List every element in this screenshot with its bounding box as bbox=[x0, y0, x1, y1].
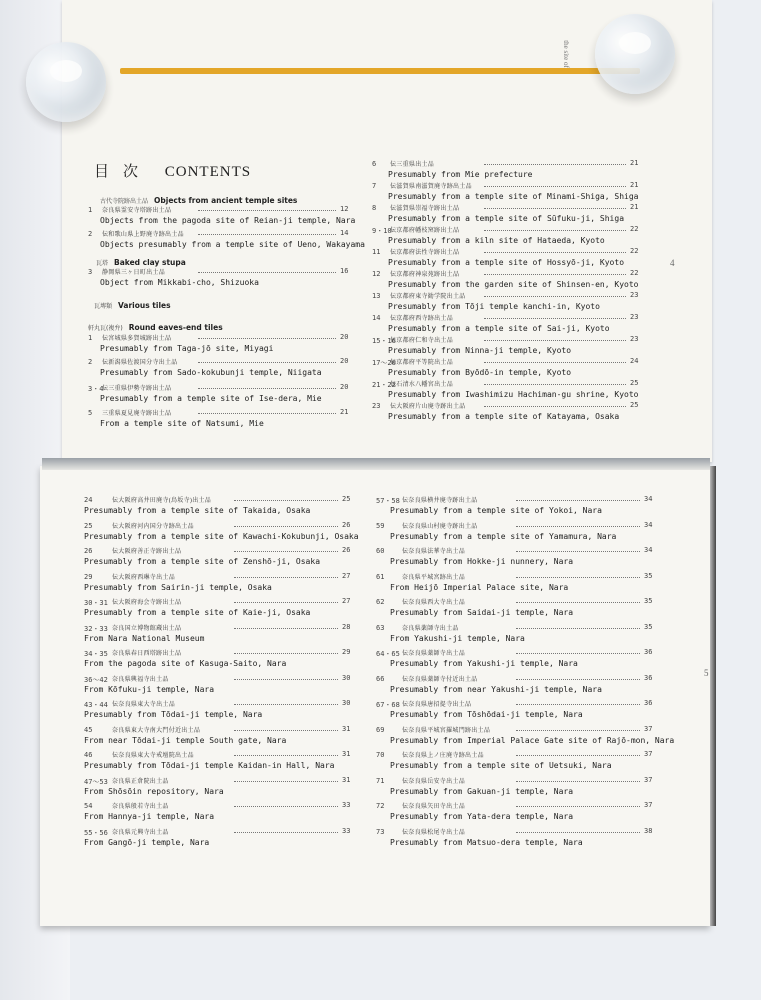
leader-dots bbox=[516, 551, 640, 552]
entry-english-title: Presumably from a temple site of Sūfuku-ji, Shiga bbox=[388, 214, 625, 223]
toc-entry bbox=[88, 229, 365, 254]
entry-page-number: 35 bbox=[644, 571, 653, 580]
entry-number: 45 bbox=[84, 725, 93, 734]
entry-japanese-title: 伝三重県出土品 bbox=[390, 162, 435, 168]
entry-page-number: 31 bbox=[342, 775, 351, 784]
entry-page-number: 36 bbox=[644, 648, 653, 656]
entry-japanese-title: 奈良国立博物館蔵出土品 bbox=[112, 625, 182, 632]
entry-english-title: From a temple site of Natsumi, Mie bbox=[100, 419, 264, 428]
entry-english-title: Presumably from Hokke-ji nunnery, Nara bbox=[390, 557, 574, 566]
toc-entry bbox=[376, 802, 656, 826]
entry-page-number: 37 bbox=[644, 801, 653, 809]
entry-number: 61 bbox=[376, 572, 385, 581]
entry-english-title: Presumably from a kiln site of Hataeda, Kyoto bbox=[388, 236, 605, 245]
leader-dots bbox=[198, 413, 336, 414]
entry-english-title: Presumably from Tōshōdai-ji temple, Nara bbox=[390, 710, 583, 719]
entry-japanese-title: 伝和歌山県上野廃寺跡出土品 bbox=[102, 232, 184, 238]
leader-dots bbox=[234, 730, 338, 731]
entry-number: 6 bbox=[372, 160, 377, 168]
entry-page-number: 26 bbox=[342, 546, 351, 554]
section-tiles-en: Various tiles bbox=[118, 301, 171, 310]
entry-english-title: Presumably from Yakushi-ji temple, Nara bbox=[390, 659, 578, 668]
entry-page-number: 31 bbox=[342, 750, 351, 758]
entry-english-title: Presumably from Ninna-ji temple, Kyoto bbox=[388, 346, 572, 355]
entry-page-number: 23 bbox=[630, 335, 639, 343]
toc-entry bbox=[84, 802, 354, 826]
entry-japanese-title: 伝大阪府海会寺跡出土品 bbox=[112, 600, 182, 606]
leader-dots bbox=[484, 252, 626, 253]
entry-number: 72 bbox=[376, 802, 385, 810]
entry-japanese-title: 伝京都府西寺跡出土品 bbox=[390, 316, 454, 322]
entry-number: 25 bbox=[84, 521, 93, 530]
toc-entry bbox=[84, 726, 354, 750]
entry-number: 3・4 bbox=[88, 385, 104, 393]
entry-page-number: 29 bbox=[342, 648, 351, 656]
entry-japanese-title: 奈良県正倉院出土品 bbox=[112, 778, 169, 785]
entry-page-number: 31 bbox=[342, 724, 351, 733]
toc-entry bbox=[376, 777, 656, 801]
entry-english-title: Presumably from Sairin-ji temple, Osaka bbox=[84, 582, 272, 592]
entry-english-title: From Heijō Imperial Palace site, Nara bbox=[390, 582, 569, 592]
entry-english-title: Presumably from Taga-jō site, Miyagi bbox=[100, 344, 274, 353]
toc-entry bbox=[376, 724, 675, 750]
entry-english-title: Presumably from Gakuan-ji temple, Nara bbox=[390, 786, 574, 796]
entry-english-title: Presumably from a temple site of Katayama, Osaka bbox=[388, 412, 620, 421]
entry-japanese-title: 奈良県興福寺出土品 bbox=[112, 676, 169, 683]
entry-japanese-title: 伝新潟県佐渡国分寺出土品 bbox=[102, 360, 178, 366]
leader-dots bbox=[234, 551, 338, 552]
entry-english-title: From Gangō-ji temple, Nara bbox=[84, 837, 210, 847]
entry-number: 15・16 bbox=[372, 337, 396, 345]
entry-page-number: 36 bbox=[644, 673, 653, 682]
entry-page-number: 34 bbox=[644, 520, 653, 529]
entry-number: 24 bbox=[84, 496, 93, 504]
entry-japanese-title: 奈良県薬師寺出土品 bbox=[402, 625, 459, 632]
entry-number: 32・33 bbox=[84, 624, 108, 633]
entry-number: 7 bbox=[372, 182, 377, 190]
entry-english-title: Presumably from Mie prefecture bbox=[388, 170, 533, 179]
leader-dots bbox=[234, 806, 338, 807]
entry-english-title: Presumably from Iwashimizu Hachiman-gu shrine, Kyoto bbox=[388, 390, 639, 399]
entry-number: 70 bbox=[376, 751, 385, 759]
entry-page-number: 34 bbox=[644, 495, 653, 503]
entry-number: 46 bbox=[84, 751, 93, 759]
leader-dots bbox=[234, 653, 338, 654]
section-tiles-jp: 瓦塼類 bbox=[94, 303, 113, 310]
entry-english-title: From Yakushi-ji temple, Nara bbox=[390, 633, 525, 643]
leader-dots bbox=[484, 384, 626, 385]
entry-japanese-title: 伝奈良県岳安寺出土品 bbox=[402, 778, 466, 785]
leader-dots bbox=[234, 704, 338, 705]
entry-japanese-title: 伝奈良県唐招提寺出土品 bbox=[402, 702, 472, 708]
entry-english-title: Objects presumably from a temple site of Ueno, Wakayama bbox=[100, 240, 365, 249]
entry-japanese-title: 伝大阪府河内国分寺跡出土品 bbox=[112, 523, 194, 530]
entry-english-title: From the pagoda site of Kasuga-Saito, Nara bbox=[84, 659, 287, 668]
toc-entry bbox=[376, 675, 656, 699]
entry-number: 71 bbox=[376, 776, 385, 785]
entry-japanese-title: 奈良県般若寺出土品 bbox=[112, 804, 169, 810]
entry-english-title: Presumably from Matsuo-dera temple, Nara bbox=[390, 837, 583, 847]
entry-number: 13 bbox=[372, 292, 381, 300]
entry-number: 59 bbox=[376, 521, 385, 530]
toc-entry bbox=[84, 777, 354, 801]
entry-number: 54 bbox=[84, 802, 93, 810]
entry-english-title: From Kōfuku-ji temple, Nara bbox=[84, 684, 215, 694]
entry-japanese-title: 伝大阪府片山廃寺跡出土品 bbox=[390, 404, 466, 410]
entry-page-number: 16 bbox=[340, 267, 349, 275]
entry-english-title: Presumably from a temple site of Minami-Shiga, Shiga bbox=[388, 192, 639, 201]
entry-page-number: 24 bbox=[630, 357, 639, 365]
entry-page-number: 30 bbox=[342, 699, 351, 707]
entry-number: 47〜53 bbox=[84, 777, 108, 786]
leader-dots bbox=[484, 208, 626, 209]
leader-dots bbox=[484, 406, 626, 407]
entry-number: 11 bbox=[372, 248, 381, 256]
entry-page-number: 25 bbox=[630, 401, 639, 409]
leader-dots bbox=[484, 164, 626, 165]
entry-english-title: Presumably from a temple site of Zenshō-ji, Osaka bbox=[84, 557, 321, 566]
entry-english-title: Object from Mikkabi-cho, Shizuoka bbox=[100, 278, 259, 287]
leader-dots bbox=[516, 806, 640, 807]
leader-dots bbox=[516, 628, 640, 629]
entry-english-title: Presumably from Tōji temple kanchi-in, Kyoto bbox=[388, 302, 600, 311]
toc-entry bbox=[84, 624, 354, 648]
leader-dots bbox=[198, 388, 336, 389]
toc-entry bbox=[376, 496, 656, 520]
leader-dots bbox=[234, 628, 338, 629]
entry-japanese-title: 伝三重県伊勢寺跡出土品 bbox=[102, 386, 172, 392]
entry-english-title: Presumably from a temple site of Kaie-ji, Osaka bbox=[84, 608, 311, 617]
section-stupa-en: Baked clay stupa bbox=[114, 258, 186, 267]
section-stupa bbox=[96, 258, 186, 267]
page-number-5: 5 bbox=[704, 668, 709, 678]
entry-number: 2 bbox=[88, 358, 93, 366]
toc-entry bbox=[84, 547, 354, 571]
entry-page-number: 21 bbox=[630, 203, 639, 211]
entry-number: 62 bbox=[376, 598, 385, 606]
toc-entry bbox=[376, 751, 656, 775]
entry-number: 69 bbox=[376, 725, 385, 734]
leader-dots bbox=[198, 234, 336, 235]
entry-japanese-title: 伝奈良県平城宮羅城門跡出土品 bbox=[402, 727, 491, 734]
entry-page-number: 37 bbox=[644, 750, 653, 758]
entry-number: 1 bbox=[88, 206, 93, 214]
entry-japanese-title: 伝大阪府西琳寺出土品 bbox=[112, 574, 176, 581]
leader-dots bbox=[516, 704, 640, 705]
entry-english-title: Presumably from a temple site of Hossyō-ji, Kyoto bbox=[388, 258, 625, 267]
entry-english-title: Presumably from Byōdō-in temple, Kyoto bbox=[388, 368, 572, 377]
toc-entry bbox=[84, 675, 354, 699]
entry-page-number: 34 bbox=[644, 546, 653, 554]
leader-dots bbox=[484, 274, 626, 275]
entry-page-number: 27 bbox=[342, 597, 351, 605]
bookmark-ribbon bbox=[120, 68, 640, 74]
page-number-4: 4 bbox=[670, 258, 675, 268]
leader-dots bbox=[516, 500, 640, 501]
book-gutter bbox=[42, 458, 710, 470]
leader-dots bbox=[234, 679, 338, 680]
entry-japanese-title: 伝大阪府高井田廃寺(鳥坂寺)出土品 bbox=[112, 498, 212, 504]
toc-entry bbox=[88, 358, 352, 382]
leader-dots bbox=[234, 602, 338, 603]
toc-entry bbox=[88, 334, 352, 358]
section-ancient-en: Objects from ancient temple sites bbox=[154, 196, 298, 205]
entry-page-number: 25 bbox=[342, 495, 351, 503]
entry-english-title: Presumably from Sado-kokubunji temple, Niigata bbox=[100, 368, 322, 377]
entry-number: 8 bbox=[372, 204, 377, 212]
entry-number: 36〜42 bbox=[84, 675, 108, 684]
entry-english-title: From Shōsōin repository, Nara bbox=[84, 786, 224, 796]
entry-page-number: 30 bbox=[342, 673, 351, 682]
toc-entry bbox=[84, 649, 354, 673]
entry-number: 29 bbox=[84, 572, 93, 581]
entry-japanese-title: 伝奈良県矢田寺出土品 bbox=[402, 804, 466, 810]
entry-number: 5 bbox=[88, 409, 93, 417]
entry-japanese-title: 静岡県三ヶ日町出土品 bbox=[102, 270, 166, 276]
glass-weight-left bbox=[26, 42, 106, 122]
toc-entry bbox=[84, 598, 354, 622]
entry-page-number: 38 bbox=[644, 826, 653, 835]
toc-entry bbox=[376, 598, 656, 622]
entry-japanese-title: 伝奈良県東大寺戒壇院出土品 bbox=[112, 753, 194, 759]
entry-number: 21・22 bbox=[372, 381, 396, 389]
entry-page-number: 22 bbox=[630, 269, 639, 277]
entry-japanese-title: 伝宮城県多賀城跡出土品 bbox=[102, 336, 172, 342]
entry-page-number: 21 bbox=[630, 159, 639, 167]
toc-entry bbox=[372, 402, 642, 426]
entry-english-title: From Hannya-ji temple, Nara bbox=[84, 812, 215, 821]
leader-dots bbox=[516, 832, 640, 833]
entry-number: 60 bbox=[376, 547, 385, 555]
entry-english-title: Presumably from near Yakushi-ji temple, Nara bbox=[390, 684, 602, 694]
entry-page-number: 36 bbox=[644, 699, 653, 707]
entry-number: 64・65 bbox=[376, 650, 400, 658]
toc-entry bbox=[88, 205, 356, 230]
toc-entry bbox=[84, 573, 354, 597]
entry-english-title: Presumably from a temple site of Uetsuki, Nara bbox=[390, 761, 612, 770]
entry-english-title: Presumably from a temple site of Ise-dera, Mie bbox=[100, 394, 322, 403]
entry-page-number: 22 bbox=[630, 247, 639, 255]
entry-page-number: 20 bbox=[340, 333, 349, 341]
entry-japanese-title: 伝京都府仁和寺出土品 bbox=[390, 338, 454, 344]
entry-japanese-title: 奈良県元興寺出土品 bbox=[112, 829, 169, 836]
entry-number: 12 bbox=[372, 270, 381, 278]
entry-english-title: Presumably from Tōdai-ji temple Kaidan-in Hall, Nara bbox=[84, 761, 335, 770]
toc-entry bbox=[376, 522, 656, 546]
entry-japanese-title: 伝奈良県東大寺出土品 bbox=[112, 702, 176, 708]
entry-page-number: 14 bbox=[340, 229, 349, 237]
entry-japanese-title: 伝奈良県西大寺出土品 bbox=[402, 600, 466, 606]
entry-english-title: Presumably from a temple site of Kawachi-Kokubunji, Osaka bbox=[84, 531, 359, 541]
leader-dots bbox=[484, 318, 626, 319]
entry-page-number: 23 bbox=[630, 291, 639, 299]
entry-japanese-title: 伝京都府幡枝窯跡出土品 bbox=[390, 228, 460, 234]
entry-japanese-title: 伝京都府神泉苑跡出土品 bbox=[390, 272, 460, 278]
entry-page-number: 22 bbox=[630, 225, 639, 233]
entry-page-number: 21 bbox=[340, 408, 349, 416]
toc-entry bbox=[88, 268, 352, 292]
leader-dots bbox=[516, 577, 640, 578]
toc-entry bbox=[376, 700, 656, 724]
entry-english-title: Presumably from the garden site of Shinsen-en, Kyoto bbox=[388, 280, 639, 289]
entry-page-number: 20 bbox=[340, 357, 349, 365]
contents-heading bbox=[94, 160, 251, 181]
entry-english-title: Objects from the pagoda site of Reian-ji temple, Nara bbox=[100, 216, 356, 225]
entry-page-number: 35 bbox=[644, 622, 653, 631]
leader-dots bbox=[234, 781, 338, 782]
entry-number: 63 bbox=[376, 623, 385, 632]
leader-dots bbox=[234, 577, 338, 578]
entry-number: 43・44 bbox=[84, 701, 108, 709]
entry-japanese-title: 伝滋賀県南滋賀廃寺跡出土品 bbox=[390, 184, 472, 190]
entry-page-number: 12 bbox=[340, 205, 349, 213]
entry-japanese-title: 伝奈良県法華寺出土品 bbox=[402, 549, 466, 555]
entry-japanese-title: 伝奈良県上ノ庄廃寺跡出土品 bbox=[402, 753, 484, 759]
entry-page-number: 33 bbox=[342, 801, 351, 809]
entry-page-number: 37 bbox=[644, 724, 653, 733]
entry-english-title: Presumably from Yata-dera temple, Nara bbox=[390, 812, 574, 821]
entry-japanese-title: 伝石清水八幡宮出土品 bbox=[390, 382, 454, 388]
entry-number: 67・68 bbox=[376, 701, 400, 709]
leader-dots bbox=[484, 186, 626, 187]
entry-number: 26 bbox=[84, 547, 93, 555]
heading-en: CONTENTS bbox=[164, 164, 252, 180]
toc-entry bbox=[88, 384, 352, 408]
entry-number: 1 bbox=[88, 334, 93, 342]
section-round-en: Round eaves-end tiles bbox=[128, 323, 223, 332]
leader-dots bbox=[516, 602, 640, 603]
entry-japanese-title: 伝京都府平等院出土品 bbox=[390, 360, 454, 366]
entry-number: 66 bbox=[376, 674, 385, 683]
leader-dots bbox=[516, 730, 640, 731]
section-round-jp: 軒丸瓦(複弁) bbox=[88, 325, 123, 332]
entry-page-number: 35 bbox=[644, 597, 653, 605]
section-ancient-jp: 古代寺院跡出土品 bbox=[100, 198, 149, 205]
toc-entry bbox=[84, 828, 354, 852]
entry-japanese-title: 奈良県春日西塔跡出土品 bbox=[112, 651, 182, 657]
entry-page-number: 27 bbox=[342, 571, 351, 580]
toc-entry bbox=[376, 649, 656, 673]
entry-english-title: From Nara National Museum bbox=[84, 633, 205, 643]
entry-japanese-title: 伝奈良県横井廃寺跡出土品 bbox=[402, 498, 478, 504]
leader-dots bbox=[198, 210, 336, 211]
entry-japanese-title: 奈良県東大寺南大門付近出土品 bbox=[112, 727, 201, 734]
leader-dots bbox=[516, 755, 640, 756]
entry-japanese-title: 奈良県霊安寺塔跡出土品 bbox=[102, 208, 172, 214]
entry-number: 57・58 bbox=[376, 497, 400, 505]
leader-dots bbox=[234, 526, 338, 527]
leader-dots bbox=[516, 526, 640, 527]
section-round bbox=[88, 323, 223, 332]
leader-dots bbox=[198, 272, 336, 273]
entry-japanese-title: 伝奈良県山村廃寺跡出土品 bbox=[402, 523, 478, 530]
entry-japanese-title: 伝大阪府善正寺跡出土品 bbox=[112, 549, 182, 555]
leader-dots bbox=[234, 832, 338, 833]
entry-number: 30・31 bbox=[84, 599, 108, 607]
toc-entry bbox=[376, 624, 656, 648]
entry-page-number: 23 bbox=[630, 313, 639, 321]
entry-english-title: Presumably from Imperial Palace Gate site of Rajō-mon, Nara bbox=[390, 735, 675, 745]
entry-page-number: 37 bbox=[644, 775, 653, 784]
toc-entry bbox=[376, 547, 656, 571]
entry-english-title: Presumably from a temple site of Takaida, Osaka bbox=[84, 506, 311, 515]
toc-entry bbox=[84, 520, 359, 546]
glass-weight-right bbox=[595, 14, 675, 94]
entry-japanese-title: 伝京都府法性寺跡出土品 bbox=[390, 250, 460, 256]
side-margin-text: the site of bbox=[561, 40, 570, 68]
entry-number: 9・10 bbox=[372, 227, 392, 235]
entry-english-title: Presumably from a temple site of Yamamura, Nara bbox=[390, 531, 617, 541]
leader-dots bbox=[484, 230, 626, 231]
entry-english-title: Presumably from a temple site of Sai-ji, Kyoto bbox=[388, 324, 610, 333]
toc-entry bbox=[88, 409, 352, 433]
entry-english-title: Presumably from a temple site of Yokoi, Nara bbox=[390, 506, 602, 515]
heading-jp: 目次 bbox=[94, 164, 153, 180]
entry-number: 23 bbox=[372, 402, 381, 410]
leader-dots bbox=[234, 755, 338, 756]
entry-japanese-title: 伝奈良県松尾寺出土品 bbox=[402, 829, 466, 836]
leader-dots bbox=[484, 296, 626, 297]
toc-entry bbox=[84, 751, 354, 775]
leader-dots bbox=[198, 362, 336, 363]
entry-page-number: 25 bbox=[630, 379, 639, 387]
entry-page-number: 21 bbox=[630, 181, 639, 189]
entry-japanese-title: 伝奈良県薬師寺出土品 bbox=[402, 651, 466, 657]
entry-page-number: 33 bbox=[342, 826, 351, 835]
leader-dots bbox=[234, 500, 338, 501]
entry-page-number: 28 bbox=[342, 622, 351, 631]
entry-number: 73 bbox=[376, 827, 385, 836]
entry-japanese-title: 伝京都府東寺勧学院出土品 bbox=[390, 294, 466, 300]
entry-english-title: Presumably from Tōdai-ji temple, Nara bbox=[84, 710, 263, 719]
entry-number: 3 bbox=[88, 268, 93, 276]
entry-japanese-title: 三重県夏見廃寺跡出土品 bbox=[102, 411, 172, 417]
leader-dots bbox=[516, 781, 640, 782]
entry-number: 17〜20 bbox=[372, 359, 396, 367]
entry-japanese-title: 奈良県平城宮跡出土品 bbox=[402, 574, 466, 581]
entry-english-title: From near Tōdai-ji temple South gate, Nara bbox=[84, 735, 287, 745]
entry-page-number: 20 bbox=[340, 383, 349, 391]
entry-number: 14 bbox=[372, 314, 381, 322]
toc-entry bbox=[376, 573, 656, 597]
toc-entry bbox=[376, 828, 656, 852]
section-tiles bbox=[94, 301, 171, 310]
section-ancient bbox=[100, 196, 297, 205]
leader-dots bbox=[484, 362, 626, 363]
entry-number: 34・35 bbox=[84, 650, 108, 658]
entry-number: 2 bbox=[88, 230, 93, 238]
leader-dots bbox=[484, 340, 626, 341]
leader-dots bbox=[516, 679, 640, 680]
section-stupa-jp: 瓦塔 bbox=[96, 260, 109, 267]
leader-dots bbox=[516, 653, 640, 654]
entry-number: 55・56 bbox=[84, 828, 108, 837]
entry-japanese-title: 伝滋賀県崇福寺跡出土品 bbox=[390, 206, 460, 212]
entry-english-title: Presumably from Saidai-ji temple, Nara bbox=[390, 608, 574, 617]
leader-dots bbox=[198, 338, 336, 339]
entry-page-number: 26 bbox=[342, 520, 351, 529]
toc-entry bbox=[84, 496, 354, 520]
entry-japanese-title: 伝奈良県薬師寺付近出土品 bbox=[402, 676, 478, 683]
toc-entry bbox=[84, 700, 354, 724]
